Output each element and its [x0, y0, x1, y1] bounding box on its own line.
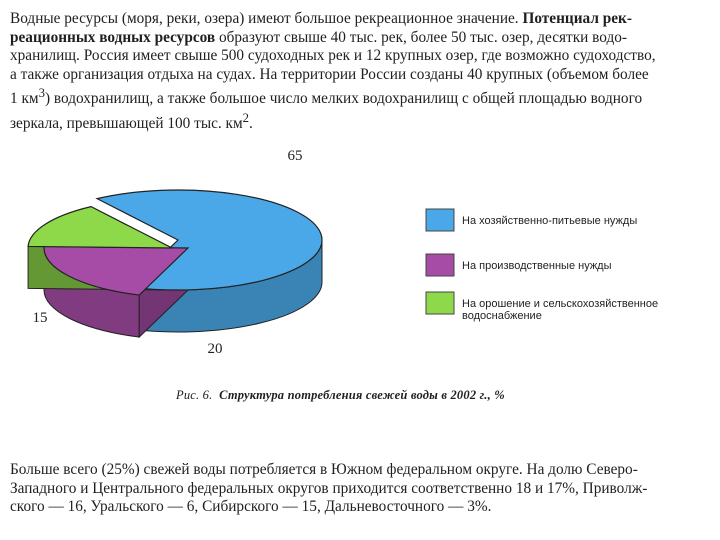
intro-text: 1 км [10, 90, 39, 108]
pie-data-label: 15 [32, 310, 48, 326]
pie-chart-figure [0, 140, 720, 410]
superscript: 2 [242, 111, 250, 126]
caption-label: Рис. 6. [176, 388, 213, 402]
closing-line: Западного и Центрального федеральных округов приходится соответственно 18 и 17%, Приволж- [10, 479, 648, 497]
intro-text: а также организация отдыха на судах. На территории России созданы 40 крупных (объемом более [10, 65, 649, 83]
closing-line: Больше всего (25%) свежей воды потребляется в Южном федеральном округе. На долю Северо- [10, 461, 638, 478]
intro-paragraph [10, 10, 710, 134]
pie-data-label: 20 [207, 341, 223, 357]
pie-data-label: 65 [287, 148, 303, 164]
intro-line [10, 84, 710, 109]
intro-text: хранилищ. Россия имеет свыше 500 судоходных рек и 12 крупных озер, где возможно судоходство, [10, 47, 656, 65]
superscript: 3 [38, 86, 45, 101]
legend-label-line2: водоснабжение [462, 310, 542, 322]
figure-caption [176, 388, 505, 403]
intro-bold-term: реационных водных ресурсов [10, 28, 216, 46]
closing-line: ского — 16, Уральского — 6, Сибирского — 15, Дальневосточного — 3%. [10, 498, 492, 516]
legend-swatch [426, 254, 454, 276]
intro-line [10, 66, 710, 85]
intro-line [10, 29, 710, 48]
intro-line [10, 10, 710, 29]
caption-title: Структура потребления свежей воды в 2002 г., % [219, 388, 505, 402]
intro-line [10, 109, 710, 134]
closing-paragraph [10, 461, 710, 517]
legend-label: На хозяйственно-питьевые нужды [462, 215, 638, 227]
legend-swatch [426, 209, 454, 231]
intro-text: образуют свыше 40 тыс. рек, более 50 тыс. озер, десятки водо- [215, 28, 627, 46]
legend-swatch [426, 292, 454, 314]
intro-text: . [249, 115, 253, 133]
legend-label: На орошение и сельскохозяйственное [462, 298, 659, 310]
legend-label: На производственные нужды [462, 260, 612, 272]
intro-text: зеркала, превышающей 100 тыс. км [10, 115, 243, 133]
intro-line [10, 47, 710, 66]
intro-bold-term: Потенциал рек- [522, 10, 632, 27]
pie-chart [0, 140, 720, 390]
intro-text: Водные ресурсы (моря, реки, озера) имеют большое рекреационное значение. [10, 10, 523, 27]
intro-text: ) водохранилищ, а также большое число мелких водохранилищ с общей площадью водного [44, 90, 643, 108]
